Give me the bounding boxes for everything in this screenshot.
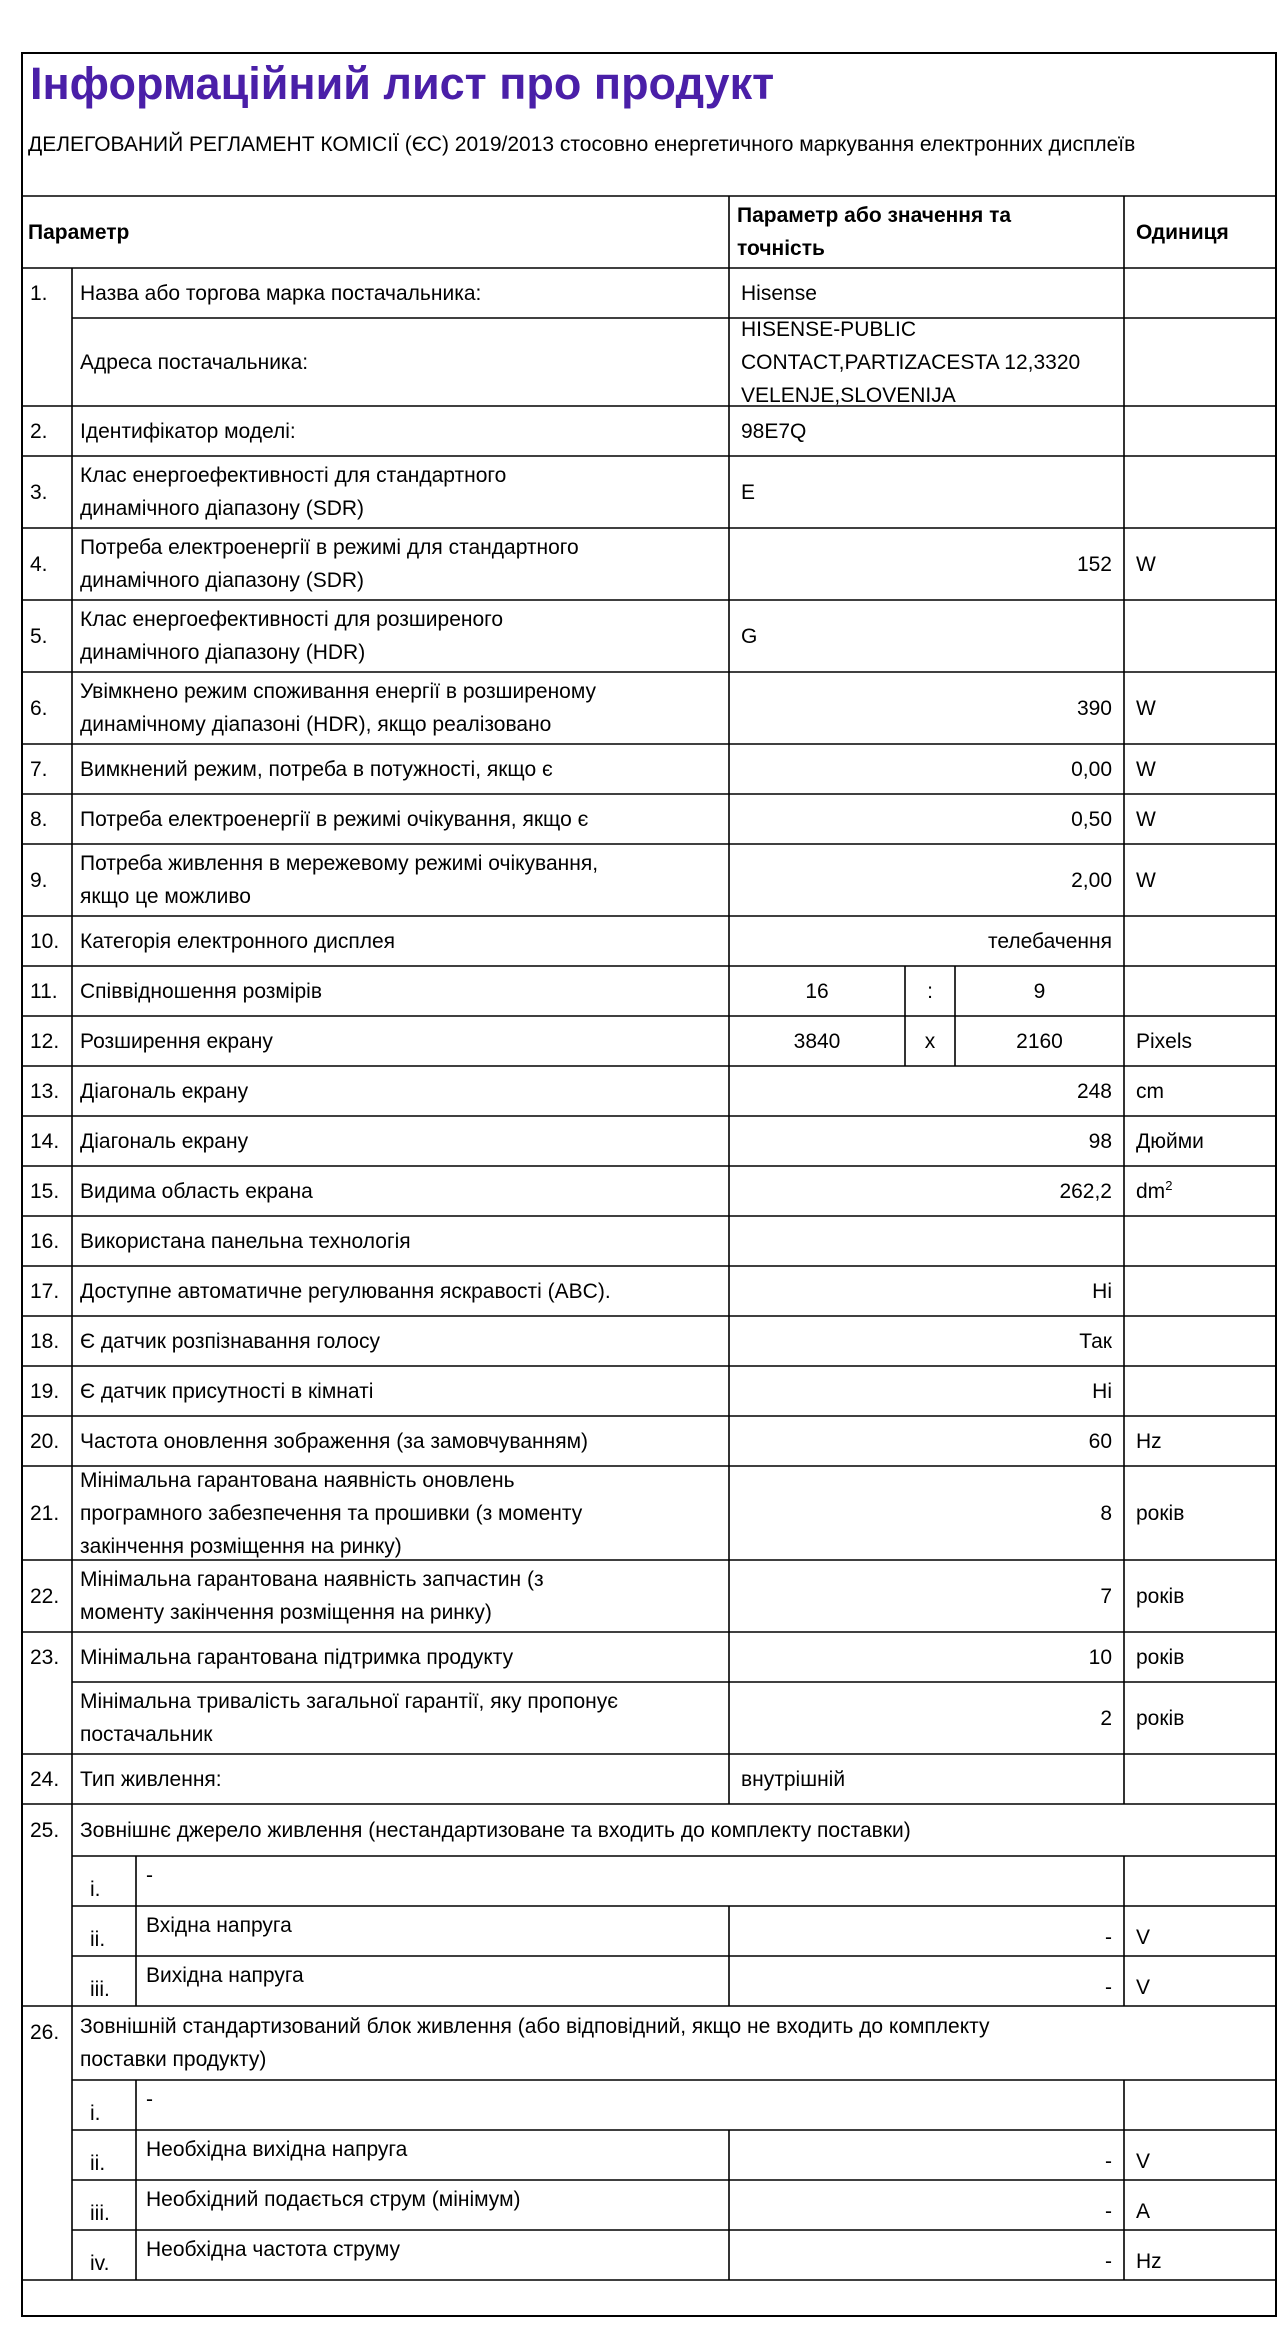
sub-item-number: iii. bbox=[90, 1977, 110, 2001]
sub-item-number: iii. bbox=[90, 2201, 110, 2225]
row-label: Категорія електронного дисплея bbox=[80, 929, 395, 953]
row-label-line: якщо це можливо bbox=[80, 885, 251, 908]
row-value: G bbox=[741, 624, 758, 648]
row-label-line: динамічного діапазону (SDR) bbox=[80, 569, 365, 592]
sub-item-number: ii. bbox=[90, 1927, 106, 1951]
row-value: 8 bbox=[1100, 1501, 1112, 1525]
value-part-2: 9 bbox=[1033, 979, 1046, 1003]
sub-item-label: Необхідна вихідна напруга bbox=[146, 2137, 408, 2161]
sub-item-label: Необхідна частота струму bbox=[146, 2237, 400, 2261]
row-number: 21. bbox=[30, 1501, 60, 1525]
row-label-line: моменту закінчення розміщення на ринку) bbox=[80, 1601, 492, 1624]
row-label: Є датчик розпізнавання голосу bbox=[80, 1329, 380, 1353]
row-label-line: Потреба електроенергії в режимі для стандартного bbox=[80, 536, 579, 559]
row-unit: років bbox=[1136, 1645, 1185, 1669]
row-value: Ні bbox=[1092, 1379, 1112, 1403]
row-number: 6. bbox=[30, 696, 48, 720]
value-part-2: 2160 bbox=[1016, 1029, 1063, 1053]
header-unit: Одиниця bbox=[1136, 220, 1229, 244]
sub-item-label: Вихідна напруга bbox=[146, 1963, 304, 1987]
row-number: 5. bbox=[30, 624, 48, 648]
row-label: Використана панельна технологія bbox=[80, 1229, 411, 1253]
row-value: Ні bbox=[1092, 1279, 1112, 1303]
unit-superscript: 2 bbox=[1165, 1177, 1173, 1193]
row-value: Hisense bbox=[741, 281, 817, 305]
row-value: внутрішній bbox=[741, 1767, 846, 1791]
row-label-line: Клас енергоефективності для стандартного bbox=[80, 464, 507, 487]
row-number: 19. bbox=[30, 1379, 60, 1403]
row-number: 22. bbox=[30, 1584, 60, 1608]
sub-item-number: iv. bbox=[90, 2251, 110, 2275]
section-title-line: Зовнішній стандартизований блок живлення (або відповідний, якщо не входить до комплекту bbox=[80, 2015, 990, 2038]
row-value: 390 bbox=[1076, 696, 1112, 720]
header-parameter: Параметр bbox=[28, 220, 130, 244]
sub-item-number: i. bbox=[90, 2101, 101, 2125]
page-title: Інформаційний лист про продукт bbox=[30, 58, 775, 109]
row-label-line: програмного забезпечення та прошивки (з моменту bbox=[80, 1501, 583, 1525]
row-number: 10. bbox=[30, 929, 60, 953]
sub-item-value: - bbox=[1105, 2249, 1112, 2273]
row-unit: Дюйми bbox=[1136, 1129, 1204, 1153]
row-value: 2 bbox=[1100, 1706, 1112, 1730]
row-number: 13. bbox=[30, 1079, 60, 1103]
row-label: Є датчик присутності в кімнаті bbox=[80, 1379, 374, 1403]
sub-item-value: - bbox=[1105, 2149, 1112, 2173]
row-number: 23. bbox=[30, 1645, 60, 1669]
row-number: 2. bbox=[30, 419, 48, 443]
row-label-line: Мінімальна гарантована наявність запчастин (з bbox=[80, 1568, 544, 1591]
row-unit: років bbox=[1136, 1501, 1185, 1525]
row-label: Тип живлення: bbox=[80, 1767, 222, 1791]
header-value-line2: точність bbox=[737, 237, 825, 260]
sub-item-value: - bbox=[1105, 1975, 1112, 1999]
row-value: 2,00 bbox=[1071, 868, 1112, 892]
value-part-1: 16 bbox=[805, 979, 829, 1003]
row-number: 11. bbox=[30, 979, 58, 1003]
row-label: Співвідношення розмірів bbox=[80, 979, 322, 1003]
row-label-line: Мінімальна тривалість загальної гарантії, яку пропонує bbox=[80, 1690, 618, 1713]
row-value: 262,2 bbox=[1059, 1179, 1112, 1203]
row-label: Видима область екрана bbox=[80, 1179, 313, 1203]
row-value: 10 bbox=[1088, 1645, 1112, 1669]
row-label: Розширення екрану bbox=[80, 1029, 273, 1053]
sub-item-label: Необхідний подається струм (мінімум) bbox=[146, 2187, 521, 2211]
row-unit: Hz bbox=[1136, 1429, 1162, 1453]
value-separator: : bbox=[927, 979, 933, 1003]
row-value: 60 bbox=[1088, 1429, 1112, 1453]
row-number: 12. bbox=[30, 1029, 60, 1053]
row-label: Назва або торгова марка постачальника: bbox=[80, 281, 482, 305]
section-number: 26. bbox=[30, 2021, 60, 2044]
value-part-1: 3840 bbox=[793, 1029, 841, 1053]
row-number: 20. bbox=[30, 1429, 60, 1453]
row-number: 9. bbox=[30, 868, 48, 892]
row-value: 0,00 bbox=[1071, 757, 1112, 781]
row-label-line: Увімкнено режим споживання енергії в розширеному bbox=[80, 680, 597, 703]
row-label-line: Потреба живлення в мережевому режимі очікування, bbox=[80, 852, 599, 875]
sub-item-label: - bbox=[146, 1863, 153, 1887]
row-unit: W bbox=[1136, 696, 1156, 720]
sub-item-unit: V bbox=[1136, 1925, 1151, 1949]
sub-item-value: - bbox=[1105, 2199, 1112, 2223]
row-unit: років bbox=[1136, 1706, 1185, 1730]
row-number: 15. bbox=[30, 1179, 60, 1203]
row-value: 98E7Q bbox=[741, 419, 807, 443]
row-label: Діагональ екрану bbox=[80, 1129, 249, 1153]
sub-item-number: i. bbox=[90, 1877, 101, 1901]
row-label-line: закінчення розміщення на ринку) bbox=[80, 1534, 402, 1558]
row-value-line: HISENSE-PUBLIC bbox=[741, 317, 917, 341]
row-unit: W bbox=[1136, 868, 1156, 892]
row-value: 98 bbox=[1088, 1129, 1112, 1153]
row-value-line: CONTACT,PARTIZACESTA 12,3320 bbox=[741, 350, 1081, 374]
sub-item-label: - bbox=[146, 2087, 153, 2111]
sub-item-label: Вхідна напруга bbox=[146, 1913, 292, 1937]
row-label: Потреба електроенергії в режимі очікування, якщо є bbox=[80, 807, 589, 831]
row-label-line: динамічного діапазону (SDR) bbox=[80, 497, 365, 520]
row-number: 17. bbox=[30, 1279, 60, 1303]
row-number: 16. bbox=[30, 1229, 60, 1253]
row-number: 24. bbox=[30, 1767, 60, 1791]
row-number: 18. bbox=[30, 1329, 60, 1353]
row-value-line: VELENJE,SLOVENIJA bbox=[741, 383, 956, 407]
sub-item-unit: A bbox=[1136, 2199, 1151, 2223]
row-number: 7. bbox=[30, 757, 48, 781]
row-label: Доступне автоматичне регулювання яскравості (ABC). bbox=[80, 1279, 611, 1303]
row-label: Мінімальна гарантована підтримка продукту bbox=[80, 1645, 514, 1669]
row-unit: $dm^2$ bbox=[1136, 1177, 1173, 1203]
row-value: 7 bbox=[1100, 1584, 1112, 1608]
row-unit: Pixels bbox=[1136, 1029, 1193, 1053]
row-number: 14. bbox=[30, 1129, 60, 1153]
row-value: 248 bbox=[1076, 1079, 1112, 1103]
row-label-line: постачальник bbox=[80, 1723, 213, 1746]
value-separator: x bbox=[924, 1029, 936, 1053]
row-label: Вимкнений режим, потреба в потужності, якщо є bbox=[80, 757, 553, 781]
section-title-line: поставки продукту) bbox=[80, 2048, 267, 2071]
row-number: 1. bbox=[30, 281, 48, 305]
row-value: E bbox=[741, 480, 756, 504]
row-label: Адреса постачальника: bbox=[80, 350, 309, 374]
sub-item-value: - bbox=[1105, 1925, 1112, 1949]
row-number: 4. bbox=[30, 552, 48, 576]
sub-item-unit: V bbox=[1136, 2149, 1151, 2173]
row-label-line: Клас енергоефективності для розширеного bbox=[80, 608, 504, 631]
row-unit: W bbox=[1136, 552, 1156, 576]
section-number: 25. bbox=[30, 1819, 60, 1842]
row-number: 8. bbox=[30, 807, 48, 831]
row-unit: років bbox=[1136, 1584, 1185, 1608]
header-value-line1: Параметр або значення та bbox=[737, 204, 1012, 227]
regulation-subtitle: ДЕЛЕГОВАНИЙ РЕГЛАМЕНТ КОМІСІЇ (ЄС) 2019/2013 стосовно енергетичного маркування електронних дисплеїв bbox=[28, 133, 1136, 156]
row-unit: W bbox=[1136, 757, 1156, 781]
row-label-line: Мінімальна гарантована наявність оновлень bbox=[80, 1468, 515, 1492]
row-label: Частота оновлення зображення (за замовчуванням) bbox=[80, 1429, 589, 1453]
row-unit: W bbox=[1136, 807, 1156, 831]
row-unit: cm bbox=[1136, 1079, 1164, 1103]
row-value: 0,50 bbox=[1071, 807, 1112, 831]
row-label: Діагональ екрану bbox=[80, 1079, 249, 1103]
sub-item-unit: Hz bbox=[1136, 2249, 1162, 2273]
row-value: Так bbox=[1079, 1329, 1112, 1353]
sub-item-number: ii. bbox=[90, 2151, 106, 2175]
row-label: Ідентифікатор моделі: bbox=[80, 419, 296, 443]
section-title: Зовнішнє джерело живлення (нестандартизоване та входить до комплекту поставки) bbox=[80, 1818, 911, 1842]
row-value: 152 bbox=[1076, 552, 1112, 576]
row-number: 3. bbox=[30, 480, 48, 504]
sub-item-unit: V bbox=[1136, 1975, 1151, 1999]
row-value: телебачення bbox=[987, 929, 1112, 953]
row-label-line: динамічного діапазону (HDR) bbox=[80, 641, 366, 664]
row-label-line: динамічному діапазоні (HDR), якщо реалізовано bbox=[80, 713, 552, 736]
